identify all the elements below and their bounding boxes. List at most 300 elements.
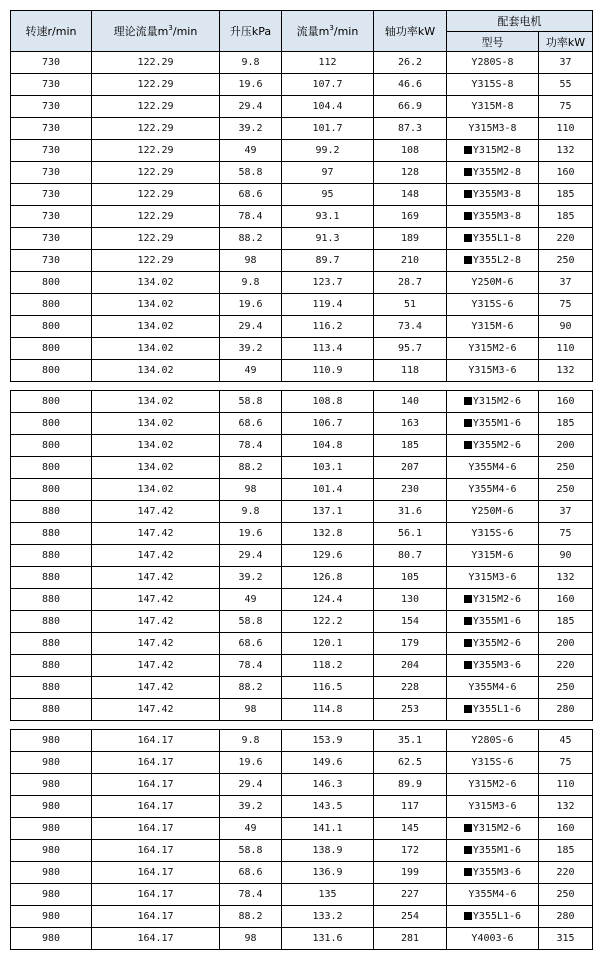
speed-cell bbox=[11, 250, 92, 272]
pressure-cell-text: 49 bbox=[244, 365, 257, 376]
theoretical-flow-cell bbox=[92, 589, 220, 611]
flow-cell bbox=[282, 752, 374, 774]
motor-power-cell-text: 110 bbox=[556, 123, 575, 134]
theoretical-flow-cell-text: 164.17 bbox=[137, 757, 174, 768]
model-cell-text: Y315M-6 bbox=[471, 550, 514, 561]
flow-cell bbox=[282, 206, 374, 228]
theoretical-flow-cell bbox=[92, 118, 220, 140]
shaft-power-cell-text: 140 bbox=[400, 396, 420, 407]
pressure-cell bbox=[220, 294, 282, 316]
theoretical-flow-cell-text: 134.02 bbox=[137, 396, 174, 407]
flow-cell bbox=[282, 567, 374, 589]
shaft-power-cell bbox=[374, 818, 447, 840]
motor-power-cell bbox=[539, 338, 593, 360]
flow-cell-text: 138.9 bbox=[312, 845, 343, 856]
model-cell-text: Y355M4-6 bbox=[468, 682, 517, 693]
motor-power-cell bbox=[539, 840, 593, 862]
header-flow-sup: 3 bbox=[329, 24, 334, 32]
flow-cell-text: 131.6 bbox=[312, 933, 343, 944]
table-row bbox=[11, 611, 593, 633]
motor-power-cell-text: 185 bbox=[556, 845, 575, 856]
theoretical-flow-cell-text: 164.17 bbox=[137, 845, 174, 856]
model-cell-text: Y355M4-6 bbox=[468, 484, 517, 495]
flow-cell-text: 114.8 bbox=[312, 704, 343, 715]
theoretical-flow-cell bbox=[92, 633, 220, 655]
speed-cell bbox=[11, 52, 92, 74]
shaft-power-cell bbox=[374, 501, 447, 523]
motor-power-cell bbox=[539, 589, 593, 611]
motor-power-cell-text: 250 bbox=[556, 682, 575, 693]
flow-cell-text: 95 bbox=[321, 189, 334, 200]
motor-power-cell bbox=[539, 479, 593, 501]
theoretical-flow-cell bbox=[92, 457, 220, 479]
theoretical-flow-cell-text: 134.02 bbox=[137, 418, 174, 429]
motor-power-cell bbox=[539, 184, 593, 206]
shaft-power-cell bbox=[374, 52, 447, 74]
table-row bbox=[11, 655, 593, 677]
model-cell bbox=[447, 655, 539, 677]
section-gap-cell bbox=[11, 382, 593, 391]
flow-cell-text: 137.1 bbox=[312, 506, 343, 517]
theoretical-flow-cell bbox=[92, 677, 220, 699]
shaft-power-cell-text: 89.9 bbox=[397, 779, 423, 790]
shaft-power-cell bbox=[374, 162, 447, 184]
theoretical-flow-cell bbox=[92, 774, 220, 796]
flow-cell bbox=[282, 774, 374, 796]
theoretical-flow-cell bbox=[92, 316, 220, 338]
flow-cell-text: 126.8 bbox=[312, 572, 343, 583]
model-cell bbox=[447, 457, 539, 479]
shaft-power-cell bbox=[374, 906, 447, 928]
theoretical-flow-cell bbox=[92, 611, 220, 633]
flow-cell-text: 141.1 bbox=[312, 823, 343, 834]
motor-power-cell bbox=[539, 228, 593, 250]
model-cell bbox=[447, 413, 539, 435]
header-speed: 转速r/min bbox=[11, 11, 92, 52]
flow-cell bbox=[282, 906, 374, 928]
model-cell bbox=[447, 140, 539, 162]
model-cell bbox=[447, 796, 539, 818]
motor-power-cell bbox=[539, 360, 593, 382]
motor-power-cell-text: 220 bbox=[556, 233, 575, 244]
flow-cell bbox=[282, 589, 374, 611]
black-square-marker-icon bbox=[464, 846, 472, 854]
shaft-power-cell bbox=[374, 413, 447, 435]
shaft-power-cell bbox=[374, 655, 447, 677]
pressure-cell-text: 39.2 bbox=[238, 572, 263, 583]
motor-power-cell-text: 185 bbox=[556, 418, 575, 429]
motor-power-cell bbox=[539, 677, 593, 699]
pressure-cell-text: 98 bbox=[244, 933, 257, 944]
model-cell-text: Y315M2-8 bbox=[472, 145, 522, 156]
shaft-power-cell bbox=[374, 140, 447, 162]
theoretical-flow-cell bbox=[92, 140, 220, 162]
theoretical-flow-cell bbox=[92, 360, 220, 382]
theoretical-flow-cell-text: 122.29 bbox=[137, 211, 174, 222]
motor-power-cell bbox=[539, 752, 593, 774]
black-square-marker-icon bbox=[464, 256, 472, 264]
flow-cell bbox=[282, 655, 374, 677]
model-cell bbox=[447, 391, 539, 413]
model-cell-text: Y315S-6 bbox=[471, 757, 514, 768]
speed-cell-text: 980 bbox=[41, 735, 61, 746]
shaft-power-cell bbox=[374, 545, 447, 567]
model-cell-text: Y355M3-8 bbox=[472, 211, 522, 222]
theoretical-flow-cell-text: 122.29 bbox=[137, 123, 174, 134]
model-cell bbox=[447, 501, 539, 523]
theoretical-flow-cell-text: 122.29 bbox=[137, 57, 174, 68]
model-cell-text: Y315S-6 bbox=[471, 299, 514, 310]
flow-cell-text: 104.8 bbox=[312, 440, 343, 451]
model-cell bbox=[447, 677, 539, 699]
speed-cell bbox=[11, 206, 92, 228]
speed-cell-text: 800 bbox=[41, 365, 61, 376]
pressure-cell-text: 58.8 bbox=[238, 616, 263, 627]
speed-cell-text: 880 bbox=[41, 550, 61, 561]
motor-power-cell bbox=[539, 633, 593, 655]
shaft-power-cell bbox=[374, 360, 447, 382]
flow-cell bbox=[282, 545, 374, 567]
motor-power-cell bbox=[539, 862, 593, 884]
shaft-power-cell-text: 254 bbox=[400, 911, 420, 922]
header-model: 型号 bbox=[447, 32, 539, 52]
pressure-cell-text: 88.2 bbox=[238, 233, 263, 244]
motor-power-cell bbox=[539, 74, 593, 96]
shaft-power-cell bbox=[374, 118, 447, 140]
model-cell bbox=[447, 611, 539, 633]
table-row bbox=[11, 206, 593, 228]
motor-power-cell-text: 220 bbox=[556, 867, 575, 878]
motor-power-cell-text: 160 bbox=[556, 594, 575, 605]
pressure-cell bbox=[220, 906, 282, 928]
theoretical-flow-cell-text: 147.42 bbox=[137, 660, 174, 671]
model-cell bbox=[447, 567, 539, 589]
shaft-power-cell bbox=[374, 633, 447, 655]
speed-cell bbox=[11, 862, 92, 884]
speed-cell bbox=[11, 677, 92, 699]
speed-cell-text: 730 bbox=[41, 101, 61, 112]
flow-cell bbox=[282, 457, 374, 479]
black-square-marker-icon bbox=[464, 234, 472, 242]
motor-power-cell-text: 250 bbox=[556, 255, 575, 266]
pressure-cell bbox=[220, 74, 282, 96]
motor-power-cell-text: 132 bbox=[556, 145, 575, 156]
theoretical-flow-cell-text: 122.29 bbox=[137, 101, 174, 112]
motor-power-cell bbox=[539, 774, 593, 796]
pressure-cell bbox=[220, 589, 282, 611]
theoretical-flow-cell bbox=[92, 294, 220, 316]
black-square-marker-icon bbox=[464, 595, 472, 603]
pressure-cell-text: 49 bbox=[244, 594, 257, 605]
theoretical-flow-cell-text: 164.17 bbox=[137, 735, 174, 746]
pressure-cell bbox=[220, 796, 282, 818]
model-cell-text: Y315M3-8 bbox=[468, 123, 517, 134]
shaft-power-cell-text: 204 bbox=[400, 660, 420, 671]
speed-cell-text: 730 bbox=[41, 123, 61, 134]
black-square-marker-icon bbox=[464, 912, 472, 920]
shaft-power-cell bbox=[374, 677, 447, 699]
theoretical-flow-cell bbox=[92, 928, 220, 950]
flow-cell bbox=[282, 118, 374, 140]
flow-cell bbox=[282, 74, 374, 96]
flow-cell-text: 110.9 bbox=[312, 365, 343, 376]
speed-cell-text: 800 bbox=[41, 418, 61, 429]
pressure-cell-text: 19.6 bbox=[238, 757, 263, 768]
speed-cell bbox=[11, 545, 92, 567]
pressure-cell-text: 88.2 bbox=[238, 462, 263, 473]
flow-cell-text: 91.3 bbox=[315, 233, 340, 244]
flow-cell bbox=[282, 699, 374, 721]
flow-cell bbox=[282, 818, 374, 840]
table-row bbox=[11, 140, 593, 162]
shaft-power-cell-text: 163 bbox=[400, 418, 420, 429]
model-cell bbox=[447, 633, 539, 655]
table-header bbox=[11, 11, 593, 52]
flow-cell bbox=[282, 523, 374, 545]
black-square-marker-icon bbox=[464, 661, 472, 669]
speed-cell-text: 800 bbox=[41, 462, 61, 473]
motor-power-cell bbox=[539, 796, 593, 818]
model-cell bbox=[447, 523, 539, 545]
model-cell-text: Y4003-6 bbox=[471, 933, 514, 944]
table-row bbox=[11, 501, 593, 523]
model-cell-text: Y315M2-6 bbox=[472, 594, 522, 605]
pressure-cell-text: 88.2 bbox=[238, 682, 263, 693]
theoretical-flow-cell bbox=[92, 906, 220, 928]
pressure-cell-text: 9.8 bbox=[241, 735, 260, 746]
flow-cell bbox=[282, 413, 374, 435]
pressure-cell bbox=[220, 884, 282, 906]
shaft-power-cell-text: 73.4 bbox=[397, 321, 423, 332]
flow-cell bbox=[282, 840, 374, 862]
shaft-power-cell-text: 128 bbox=[400, 167, 420, 178]
shaft-power-cell-text: 51 bbox=[403, 299, 417, 310]
pressure-cell bbox=[220, 184, 282, 206]
table-row bbox=[11, 567, 593, 589]
speed-cell bbox=[11, 796, 92, 818]
shaft-power-cell bbox=[374, 840, 447, 862]
motor-power-cell bbox=[539, 294, 593, 316]
shaft-power-cell-text: 130 bbox=[400, 594, 420, 605]
speed-cell-text: 980 bbox=[41, 845, 61, 856]
pressure-cell bbox=[220, 862, 282, 884]
speed-cell-text: 880 bbox=[41, 506, 61, 517]
model-cell bbox=[447, 928, 539, 950]
theoretical-flow-cell bbox=[92, 699, 220, 721]
motor-power-cell-text: 132 bbox=[556, 801, 575, 812]
model-cell-text: Y355M1-6 bbox=[472, 845, 522, 856]
theoretical-flow-cell-text: 164.17 bbox=[137, 801, 174, 812]
speed-cell-text: 730 bbox=[41, 145, 61, 156]
theoretical-flow-cell-text: 147.42 bbox=[137, 506, 174, 517]
shaft-power-cell-text: 105 bbox=[400, 572, 420, 583]
flow-cell bbox=[282, 633, 374, 655]
pressure-cell bbox=[220, 699, 282, 721]
shaft-power-cell-text: 87.3 bbox=[397, 123, 423, 134]
speed-cell bbox=[11, 228, 92, 250]
flow-cell-text: 101.7 bbox=[312, 123, 343, 134]
shaft-power-cell bbox=[374, 74, 447, 96]
motor-power-cell bbox=[539, 272, 593, 294]
pressure-cell-text: 19.6 bbox=[238, 299, 263, 310]
theoretical-flow-cell-text: 134.02 bbox=[137, 484, 174, 495]
table-row bbox=[11, 118, 593, 140]
theoretical-flow-cell-text: 147.42 bbox=[137, 572, 174, 583]
model-cell bbox=[447, 699, 539, 721]
shaft-power-cell-text: 62.5 bbox=[397, 757, 423, 768]
flow-cell-text: 135 bbox=[318, 889, 337, 900]
pressure-cell bbox=[220, 633, 282, 655]
speed-cell-text: 730 bbox=[41, 189, 61, 200]
speed-cell bbox=[11, 435, 92, 457]
speed-cell bbox=[11, 818, 92, 840]
speed-cell-text: 800 bbox=[41, 321, 61, 332]
speed-cell-text: 730 bbox=[41, 211, 61, 222]
table-row bbox=[11, 730, 593, 752]
speed-cell bbox=[11, 774, 92, 796]
motor-power-cell-text: 37 bbox=[559, 277, 572, 288]
speed-cell bbox=[11, 699, 92, 721]
model-cell bbox=[447, 338, 539, 360]
table-row bbox=[11, 316, 593, 338]
theoretical-flow-cell-text: 122.29 bbox=[137, 79, 174, 90]
shaft-power-cell-text: 253 bbox=[400, 704, 420, 715]
table-row bbox=[11, 52, 593, 74]
shaft-power-cell-text: 179 bbox=[400, 638, 420, 649]
speed-cell bbox=[11, 118, 92, 140]
shaft-power-cell bbox=[374, 184, 447, 206]
speed-cell-text: 800 bbox=[41, 396, 61, 407]
speed-cell-text: 800 bbox=[41, 440, 61, 451]
theoretical-flow-cell bbox=[92, 96, 220, 118]
theoretical-flow-cell-text: 164.17 bbox=[137, 889, 174, 900]
performance-table bbox=[10, 10, 593, 950]
motor-power-cell bbox=[539, 611, 593, 633]
pressure-cell-text: 68.6 bbox=[238, 418, 263, 429]
pressure-cell bbox=[220, 479, 282, 501]
theoretical-flow-cell-text: 122.29 bbox=[137, 145, 174, 156]
theoretical-flow-cell-text: 134.02 bbox=[137, 440, 174, 451]
pressure-cell-text: 39.2 bbox=[238, 801, 263, 812]
motor-power-cell-text: 132 bbox=[556, 365, 575, 376]
theoretical-flow-cell bbox=[92, 413, 220, 435]
model-cell-text: Y355L1-6 bbox=[472, 704, 522, 715]
motor-power-cell-text: 185 bbox=[556, 189, 575, 200]
flow-cell bbox=[282, 928, 374, 950]
flow-cell-text: 99.2 bbox=[315, 145, 340, 156]
shaft-power-cell-text: 189 bbox=[400, 233, 420, 244]
motor-power-cell bbox=[539, 457, 593, 479]
speed-cell-text: 730 bbox=[41, 255, 61, 266]
pressure-cell bbox=[220, 774, 282, 796]
theoretical-flow-cell bbox=[92, 391, 220, 413]
model-cell-text: Y315M2-6 bbox=[472, 396, 522, 407]
speed-cell bbox=[11, 501, 92, 523]
pressure-cell-text: 39.2 bbox=[238, 343, 263, 354]
flow-cell bbox=[282, 796, 374, 818]
pressure-cell-text: 9.8 bbox=[241, 57, 260, 68]
shaft-power-cell bbox=[374, 250, 447, 272]
motor-power-cell bbox=[539, 818, 593, 840]
model-cell-text: Y315S-8 bbox=[471, 79, 514, 90]
header-theoretical-flow-unit: /min bbox=[172, 25, 198, 38]
speed-cell bbox=[11, 457, 92, 479]
speed-cell-text: 880 bbox=[41, 682, 61, 693]
motor-power-cell-text: 110 bbox=[556, 779, 575, 790]
motor-power-cell bbox=[539, 316, 593, 338]
header-pressure: 升压kPa bbox=[220, 11, 282, 52]
table-row bbox=[11, 633, 593, 655]
speed-cell bbox=[11, 96, 92, 118]
motor-power-cell bbox=[539, 730, 593, 752]
flow-cell bbox=[282, 184, 374, 206]
pressure-cell bbox=[220, 118, 282, 140]
model-cell-text: Y355M1-6 bbox=[472, 418, 522, 429]
shaft-power-cell bbox=[374, 457, 447, 479]
flow-cell bbox=[282, 316, 374, 338]
flow-cell-text: 143.5 bbox=[312, 801, 343, 812]
model-cell-text: Y315M-8 bbox=[471, 101, 514, 112]
pressure-cell bbox=[220, 272, 282, 294]
motor-power-cell-text: 160 bbox=[556, 823, 575, 834]
speed-cell bbox=[11, 272, 92, 294]
motor-power-cell-text: 55 bbox=[559, 79, 572, 90]
model-cell bbox=[447, 840, 539, 862]
model-cell bbox=[447, 884, 539, 906]
motor-power-cell bbox=[539, 884, 593, 906]
motor-power-cell-text: 75 bbox=[559, 299, 572, 310]
motor-power-cell bbox=[539, 655, 593, 677]
theoretical-flow-cell bbox=[92, 862, 220, 884]
speed-cell-text: 880 bbox=[41, 594, 61, 605]
shaft-power-cell-text: 35.1 bbox=[397, 735, 423, 746]
model-cell-text: Y280S-6 bbox=[471, 735, 514, 746]
theoretical-flow-cell bbox=[92, 752, 220, 774]
pressure-cell-text: 9.8 bbox=[241, 506, 260, 517]
model-cell-text: Y315M3-6 bbox=[468, 801, 517, 812]
flow-cell bbox=[282, 862, 374, 884]
speed-cell bbox=[11, 906, 92, 928]
speed-cell-text: 880 bbox=[41, 616, 61, 627]
speed-cell-text: 800 bbox=[41, 299, 61, 310]
pressure-cell-text: 68.6 bbox=[238, 638, 263, 649]
header-motor-power: 功率kW bbox=[539, 32, 593, 52]
pressure-cell bbox=[220, 818, 282, 840]
model-cell bbox=[447, 96, 539, 118]
table-row bbox=[11, 96, 593, 118]
motor-power-cell bbox=[539, 906, 593, 928]
theoretical-flow-cell-text: 122.29 bbox=[137, 233, 174, 244]
table-row bbox=[11, 74, 593, 96]
motor-power-cell bbox=[539, 52, 593, 74]
shaft-power-cell bbox=[374, 523, 447, 545]
speed-cell bbox=[11, 338, 92, 360]
theoretical-flow-cell bbox=[92, 730, 220, 752]
theoretical-flow-cell-text: 164.17 bbox=[137, 779, 174, 790]
theoretical-flow-cell-text: 164.17 bbox=[137, 911, 174, 922]
speed-cell bbox=[11, 655, 92, 677]
pressure-cell bbox=[220, 457, 282, 479]
table-row bbox=[11, 699, 593, 721]
theoretical-flow-cell-text: 147.42 bbox=[137, 528, 174, 539]
pressure-cell-text: 29.4 bbox=[238, 101, 263, 112]
shaft-power-cell-text: 227 bbox=[400, 889, 420, 900]
motor-power-cell-text: 37 bbox=[559, 57, 572, 68]
model-cell bbox=[447, 906, 539, 928]
shaft-power-cell bbox=[374, 884, 447, 906]
shaft-power-cell bbox=[374, 294, 447, 316]
shaft-power-cell-text: 108 bbox=[400, 145, 420, 156]
